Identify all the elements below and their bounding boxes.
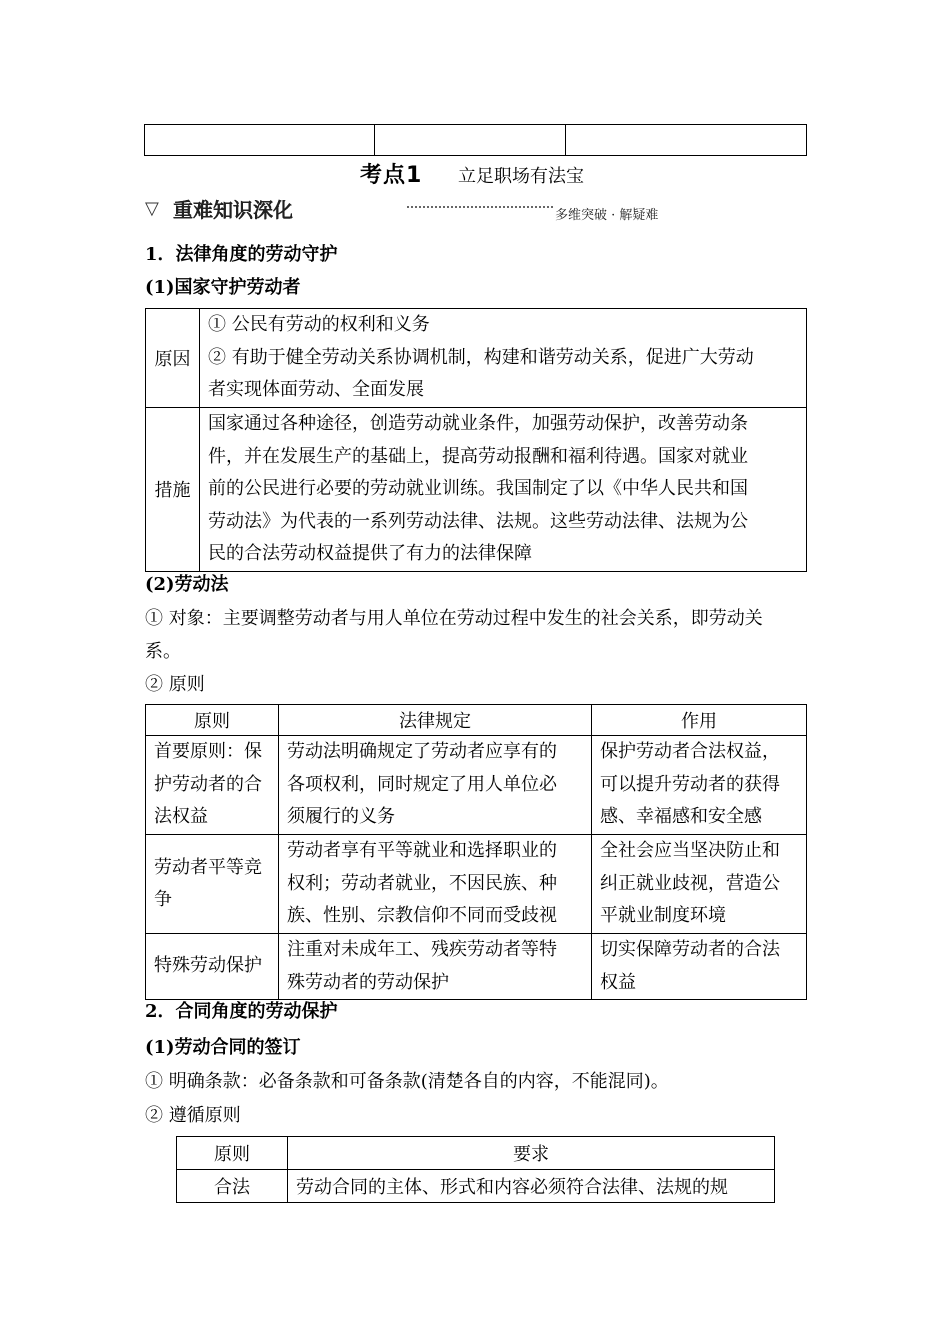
reason-content bbox=[200, 309, 807, 408]
object-line-cont: 系。 bbox=[145, 641, 181, 662]
measure-line: 前的公民进行必要的劳动就业训练。我国制定了以《中华人民共和国 bbox=[208, 478, 748, 499]
header-empty-cell bbox=[145, 125, 375, 156]
measure-content bbox=[200, 408, 807, 572]
column-header: 作用 bbox=[592, 705, 807, 736]
table-row bbox=[146, 408, 807, 572]
law-cell bbox=[279, 835, 592, 934]
measure-line: 劳动法》为代表的一系列劳动法律、法规。这些劳动法律、法规为公 bbox=[208, 510, 748, 532]
cell-line: 注重对未成年工、残疾劳动者等特 bbox=[287, 939, 557, 960]
header-empty-cell bbox=[566, 125, 807, 156]
section2-title: 2．合同角度的劳动保护 bbox=[145, 1001, 338, 1022]
cell-line: 殊劳动者的劳动保护 bbox=[287, 971, 449, 993]
banner-dotted-line bbox=[407, 206, 553, 208]
labor-law-principles-table bbox=[145, 704, 807, 1000]
section1-sub2-title: (2)劳动法 bbox=[145, 574, 229, 595]
principle-title: ② 原则 bbox=[145, 674, 205, 695]
column-header: 原则 bbox=[146, 705, 279, 736]
measure-label: 措施 bbox=[146, 408, 200, 572]
banner-triangle-icon: ▽ bbox=[145, 198, 159, 219]
section2-sub1-title: (1)劳动合同的签订 bbox=[145, 1037, 301, 1058]
section-heading bbox=[0, 158, 950, 188]
section1-title: 1．法律角度的劳动守护 bbox=[145, 244, 338, 265]
measure-line: 国家通过各种途径，创造劳动就业条件，加强劳动保护，改善劳动条 bbox=[208, 413, 748, 434]
state-protection-table bbox=[145, 308, 807, 572]
cell-line: 劳动者享有平等就业和选择职业的 bbox=[287, 840, 557, 862]
clause-line: ① 明确条款：必备条款和可备条款(清楚各自的内容，不能混同)。 bbox=[145, 1071, 669, 1092]
cell-line: 纠正就业歧视，营造公 bbox=[600, 872, 780, 894]
cell-line: 法权益 bbox=[154, 806, 208, 828]
table-row bbox=[146, 309, 807, 408]
section1-sub1-title: (1)国家守护劳动者 bbox=[145, 277, 301, 298]
table-header-row bbox=[146, 705, 807, 736]
effect-cell bbox=[592, 934, 807, 1000]
reason-line: 者实现体面劳动、全面发展 bbox=[208, 379, 424, 401]
kaodian-subtitle: 立足职场有法宝 bbox=[458, 166, 584, 187]
cell-line: 护劳动者的合 bbox=[154, 773, 262, 795]
reason-line: ① 公民有劳动的权利和义务 bbox=[208, 314, 430, 336]
effect-cell bbox=[592, 736, 807, 835]
principle-cell bbox=[146, 835, 279, 934]
column-header: 要求 bbox=[288, 1137, 775, 1170]
cell-line: 平就业制度环境 bbox=[600, 905, 726, 927]
cell-line: 权利；劳动者就业，不因民族、种 bbox=[287, 872, 557, 894]
cell-line: 保护劳动者合法权益， bbox=[600, 741, 780, 763]
table-row bbox=[146, 934, 807, 1000]
principle-cell bbox=[146, 736, 279, 835]
cell-line: 争 bbox=[154, 889, 172, 910]
cell-line: 族、性别、宗教信仰不同而受歧视 bbox=[287, 905, 557, 927]
cell-line: 特殊劳动保护 bbox=[154, 955, 262, 977]
kaodian-label: 考点1 bbox=[360, 163, 423, 188]
cell-line: 感、幸福感和安全感 bbox=[600, 806, 762, 828]
header-empty-cell bbox=[375, 125, 566, 156]
principle-cell bbox=[146, 934, 279, 1000]
reason-label: 原因 bbox=[146, 309, 200, 408]
cell-line: 权益 bbox=[600, 971, 636, 993]
column-header: 原则 bbox=[177, 1137, 288, 1170]
cell-line: 切实保障劳动者的合法 bbox=[600, 939, 780, 960]
principle-cell: 合法 bbox=[177, 1170, 288, 1203]
law-cell bbox=[279, 934, 592, 1000]
measure-line: 件，并在发展生产的基础上，提高劳动报酬和福利待遇。国家对就业 bbox=[208, 445, 748, 467]
cell-line: 劳动者平等竞 bbox=[154, 856, 262, 878]
contract-principles-table bbox=[176, 1136, 775, 1203]
table-row bbox=[146, 835, 807, 934]
table-row bbox=[146, 736, 807, 835]
follow-title: ② 遵循原则 bbox=[145, 1105, 241, 1126]
requirement-cell: 劳动合同的主体、形式和内容必须符合法律、法规的规 bbox=[288, 1170, 775, 1203]
measure-line: 民的合法劳动权益提供了有力的法律保障 bbox=[208, 543, 532, 564]
column-header: 法律规定 bbox=[279, 705, 592, 736]
table-row bbox=[177, 1170, 775, 1203]
effect-cell bbox=[592, 835, 807, 934]
reason-line: ② 有助于健全劳动关系协调机制，构建和谐劳动关系，促进广大劳动 bbox=[208, 346, 754, 368]
banner-title: 重难知识深化 bbox=[173, 198, 293, 222]
cell-line: 各项权利，同时规定了用人单位必 bbox=[287, 773, 557, 795]
cell-line: 须履行的义务 bbox=[287, 806, 395, 828]
table-header-row bbox=[177, 1137, 775, 1170]
cell-line: 可以提升劳动者的获得 bbox=[600, 773, 780, 795]
cell-line: 首要原则：保 bbox=[154, 741, 262, 763]
cell-line: 劳动法明确规定了劳动者应享有的 bbox=[287, 741, 557, 763]
banner-subtitle: 多维突破 · 解疑难 bbox=[555, 208, 659, 223]
cell-line: 全社会应当坚决防止和 bbox=[600, 840, 780, 862]
knowledge-banner bbox=[145, 192, 659, 228]
law-cell bbox=[279, 736, 592, 835]
object-line: ① 对象：主要调整劳动者与用人单位在劳动过程中发生的社会关系，即劳动关 bbox=[145, 608, 763, 629]
header-empty-table bbox=[144, 124, 807, 156]
